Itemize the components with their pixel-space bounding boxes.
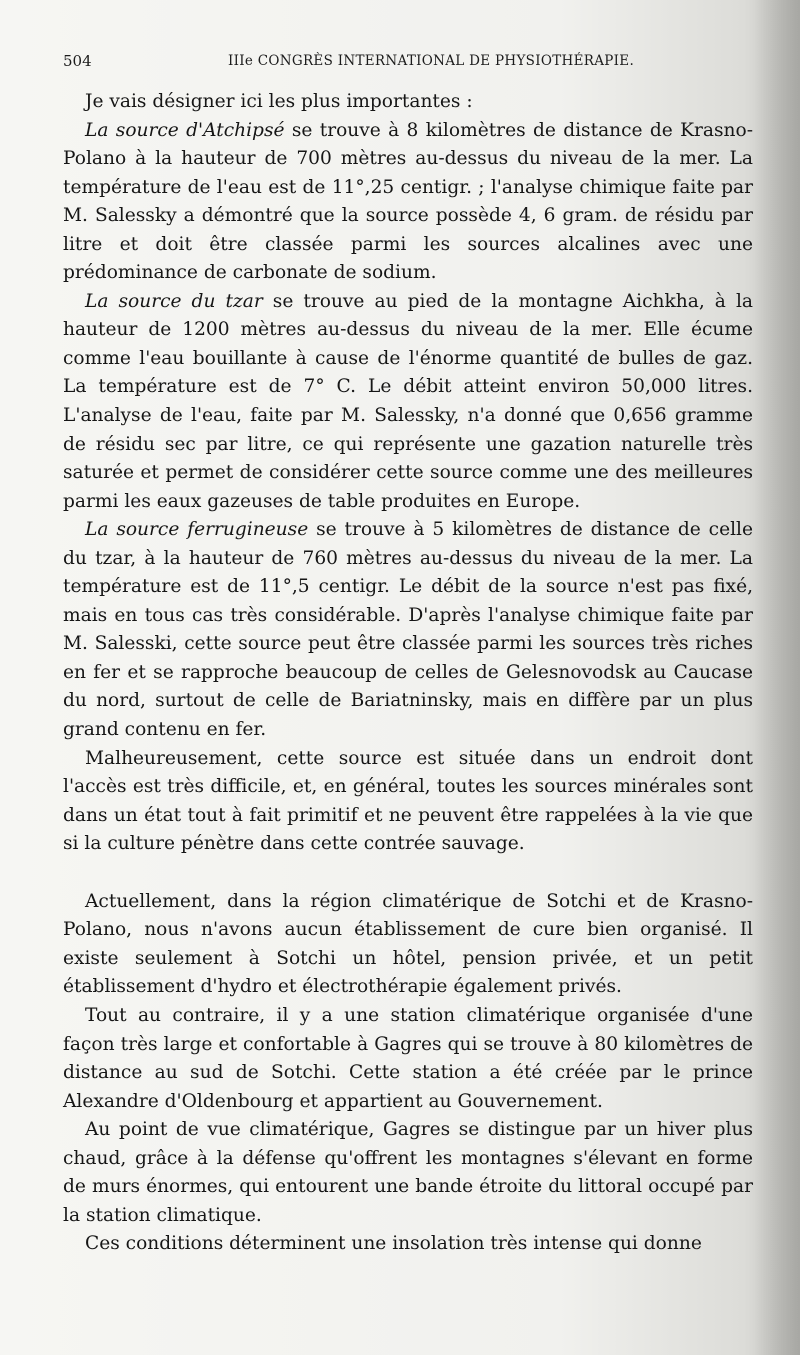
- running-head: [63, 52, 753, 74]
- paragraph-lead: La source d'Atchipsé: [85, 119, 285, 141]
- paragraph-malheureusement: [63, 745, 753, 859]
- paragraph-text: se trouve à 5 kilomètres de distance de celle du tzar, à la hauteur de 760 mètres au-dessus du niveau de la mer. La température est de 11°,5 centigr. Le débit de la source n'est pas fixé, mais en tous cas très considérable. D'après l'analyse chimique faite par M. Salesski, cette source peut être classée parmi les sources très riches en fer et se rapproche beaucoup de celles de Gelesnovodsk au Caucase du nord, surtout de celle de Bariatninsky, mais en diffère par un plus grand contenu en fer.: [63, 519, 753, 741]
- running-title: IIIe CONGRÈS INTERNATIONAL DE PHYSIOTHÉRAPIE.: [228, 53, 635, 69]
- paragraph-gagres-climat: [63, 1116, 753, 1230]
- paragraph-text: Au point de vue climatérique, Gagres se distingue par un hiver plus chaud, grâce à la défense qu'offrent les montagnes s'élevant en forme de murs énormes, qui entourent une bande étroite du littoral occupé par la station climatique.: [63, 1119, 753, 1226]
- paragraph-source-tzar: [63, 288, 753, 516]
- paragraph-text: Actuellement, dans la région climatérique de Sotchi et de Krasno-Polano, nous n'avons aucun établissement de cure bien organisé. Il existe seulement à Sotchi un hôtel, pension privée, et un petit établissement d'hydro et électrothérapie également privés.: [63, 890, 753, 998]
- paragraph-text: Ces conditions déterminent une insolation très intense qui donne: [85, 1233, 702, 1255]
- paragraph-insolation: [63, 1230, 753, 1259]
- body-text: [63, 88, 753, 1259]
- paragraph-text: se trouve à 8 kilomètres de distance de Krasno-Polano à la hauteur de 700 mètres au-dessus du niveau de la mer. La température de l'eau est de 11°,25 centigr. ; l'analyse chimique faite par M. Salessky a démontré que la source possède 4, 6 gram. de résidu par litre et doit être classée parmi les sources alcalines avec une prédominance de carbonate de sodium.: [63, 119, 753, 284]
- paragraph-lead: La source du tzar: [85, 290, 263, 312]
- paragraph-text: Malheureusement, cette source est située dans un endroit dont l'accès est très difficile, et, en général, toutes les sources minérales sont dans un état tout à fait primitif et ne peuvent être rappelées à la vie que si la culture pénètre dans cette contrée sauvage.: [63, 747, 753, 855]
- paragraph-intro: [63, 88, 753, 117]
- paragraph-source-atchipse: [63, 117, 753, 288]
- page-gutter-shadow: [754, 0, 800, 1355]
- paragraph-text: Je vais désigner ici les plus importantes :: [85, 91, 473, 112]
- paragraph-text: Tout au contraire, il y a une station climatérique organisée d'une façon très large et confortable à Gagres qui se trouve à 80 kilomètres de distance au sud de Sotchi. Cette station a été créée par le prince Alexandre d'Oldenbourg et appartient au Gouvernement.: [63, 1004, 753, 1112]
- paragraph-actuellement: [63, 888, 753, 1002]
- page-number: 504: [63, 52, 92, 70]
- paragraph-source-ferrugineuse: [63, 516, 753, 744]
- paragraph-gagres-station: [63, 1002, 753, 1116]
- paragraph-text: se trouve au pied de la montagne Aichkha, à la hauteur de 1200 mètres au-dessus du niveau de la mer. Elle écume comme l'eau bouillante à cause de l'énorme quantité de bulles de gaz. La température est de 7° C. Le débit atteint environ 50,000 litres. L'analyse de l'eau, faite par M. Salessky, n'a donné que 0,656 gramme de résidu sec par litre, ce qui représente une gazation naturelle très saturée et permet de considérer cette source comme une des meilleures parmi les eaux gazeuses de table produites en Europe.: [63, 290, 753, 512]
- paragraph-lead: La source ferrugineuse: [85, 519, 309, 541]
